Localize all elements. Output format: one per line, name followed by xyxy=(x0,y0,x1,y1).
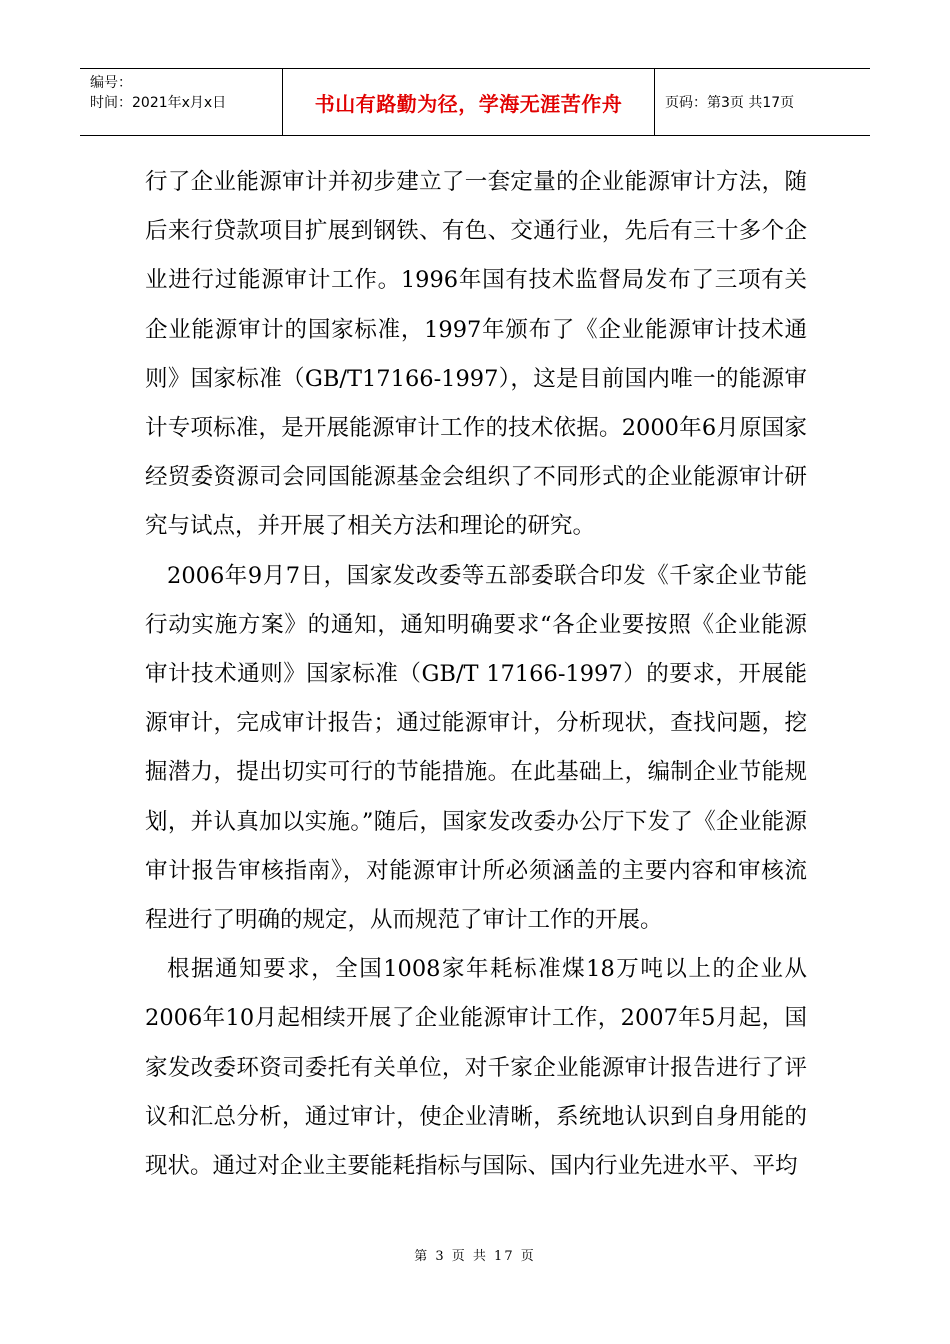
header-meta xyxy=(80,69,283,135)
number-label: 编号： xyxy=(90,75,132,91)
paragraph: 2006年9月7日，国家发改委等五部委联合印发《千家企业节能行动实施方案》的通知，通知明确要求“各企业要按照《企业能源审计技术通则》国家标准（GB/T 17166-1997）的要求，开展能源审计，完成审计报告；通过能源审计，分析现状，查找问题，挖掘潜力，提出切实可行的节能措施。在此基础上，编制企业节能规划，并认真加以实施。”随后，国家发改委办公厅下发了《企业能源审计报告审核指南》，对能源审计所必须涵盖的主要内容和审核流程进行了明确的规定，从而规范了审计工作的开展。 xyxy=(145,562,807,934)
motto: 书山有路勤为径，学海无涯苦作舟 xyxy=(283,69,655,135)
document-body xyxy=(145,158,807,1191)
page-footer: 第 3 页 共 17 页 xyxy=(414,1249,536,1264)
page-indicator: 页码：第3页 共17页 xyxy=(665,95,795,111)
paragraph: 行了企业能源审计并初步建立了一套定量的企业能源审计方法，随后来行贷款项目扩展到钢铁、有色、交通行业，先后有三十多个企业进行过能源审计工作。1996年国有技术监督局发布了三项有关企业能源审计的国家标准，1997年颁布了《企业能源审计技术通则》国家标准（GB/T17166-1997），这是目前国内唯一的能源审计专项标准，是开展能源审计工作的技术依据。2000年6月原国家经贸委资源司会同国能源基金会组织了不同形式的企业能源审计研究与试点，并开展了相关方法和理论的研究。 xyxy=(145,169,807,540)
page-header xyxy=(80,68,870,136)
time-label: 时间：2021年x月x日 xyxy=(90,95,227,111)
paragraph: 根据通知要求，全国1008家年耗标准煤18万吨以上的企业从2006年10月起相续开展了企业能源审计工作，2007年5月起，国家发改委环资司委托有关单位，对千家企业能源审计报告进行了评议和汇总分析，通过审计，使企业清晰，系统地认识到自身用能的现状。通过对企业主要能耗指标与国际、国内行业先进水平、平均 xyxy=(145,956,807,1180)
